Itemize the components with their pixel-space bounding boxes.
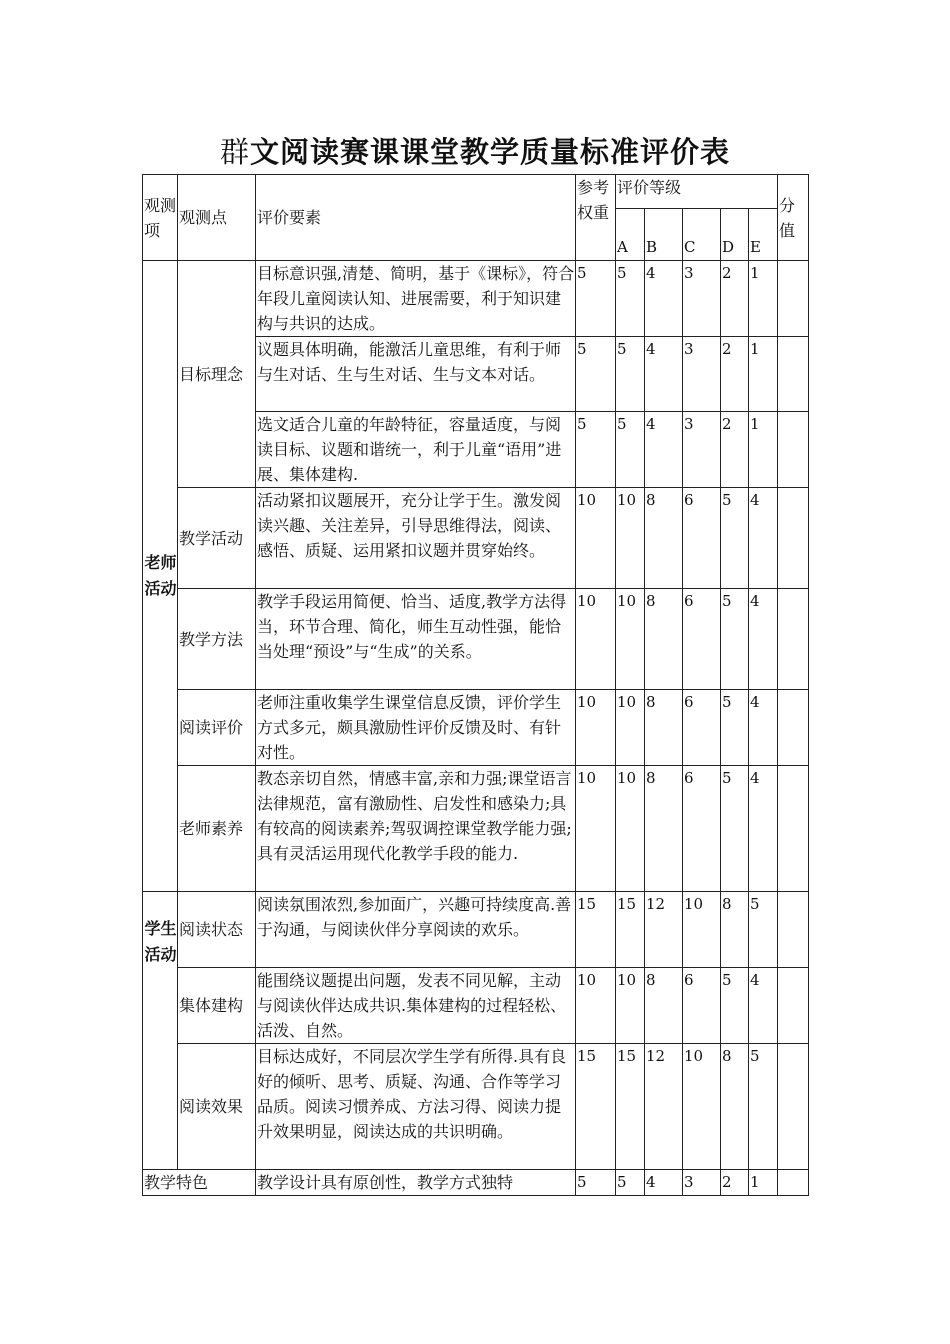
requirement-cell: 活动紧扣议题展开，充分让学于生。激发阅读兴趣、关注差异，引导思维得法，阅读、感悟、质疑、运用紧扣议题并贯穿始终。 <box>256 488 576 589</box>
grade-a-cell: 10 <box>616 766 645 892</box>
point-reading-evaluation: 阅读评价 <box>178 690 256 766</box>
score-cell[interactable] <box>778 690 809 766</box>
table-row <box>143 690 809 766</box>
grade-e-header: E <box>749 209 778 261</box>
grade-a-header: A <box>616 209 645 261</box>
grade-c-cell: 6 <box>683 766 721 892</box>
grade-c-cell: 10 <box>683 892 721 968</box>
header-weight: 参考权重 <box>576 175 616 261</box>
grade-e-cell: 4 <box>749 589 778 690</box>
score-cell[interactable] <box>778 337 809 412</box>
requirement-cell: 教态亲切自然，情感丰富,亲和力强;课堂语言法律规范，富有激励性、启发性和感染力;具有较高的阅读素养;驾驭调控课堂教学能力强;具有灵活运用现代化教学手段的能力. <box>256 766 576 892</box>
requirement-cell: 议题具体明确，能激活儿童思维，有利于师与生对话、生与生对话、生与文本对话。 <box>256 337 576 412</box>
weight-cell: 10 <box>576 690 616 766</box>
grade-c-header: C <box>683 209 721 261</box>
grade-e-cell: 4 <box>749 968 778 1044</box>
grade-e-cell: 1 <box>749 261 778 337</box>
score-cell[interactable] <box>778 412 809 488</box>
weight-cell: 10 <box>576 968 616 1044</box>
score-cell[interactable] <box>778 261 809 337</box>
header-observation-point: 观测点 <box>178 175 256 261</box>
grade-e-cell: 1 <box>749 1170 778 1196</box>
grade-a-cell: 5 <box>616 261 645 337</box>
point-activity: 教学活动 <box>178 488 256 589</box>
score-cell[interactable] <box>778 766 809 892</box>
grade-d-header: D <box>721 209 749 261</box>
header-row <box>143 175 809 209</box>
table-row <box>143 488 809 589</box>
weight-cell: 10 <box>576 589 616 690</box>
category-teacher: 老师活动 <box>143 261 178 892</box>
table-row <box>143 1044 809 1170</box>
score-cell[interactable] <box>778 1044 809 1170</box>
score-cell[interactable] <box>778 589 809 690</box>
grade-d-cell: 8 <box>721 892 749 968</box>
table-row <box>143 589 809 690</box>
grade-c-cell: 6 <box>683 488 721 589</box>
grade-b-cell: 8 <box>645 968 683 1044</box>
requirement-cell: 老师注重收集学生课堂信息反馈，评价学生方式多元，颇具激励性评价反馈及时、有针对性。 <box>256 690 576 766</box>
point-goal: 目标理念 <box>178 261 256 488</box>
grade-c-cell: 6 <box>683 690 721 766</box>
table-row <box>143 968 809 1044</box>
point-reading-state: 阅读状态 <box>178 892 256 968</box>
table-row <box>143 892 809 968</box>
weight-cell: 10 <box>576 766 616 892</box>
grade-a-cell: 5 <box>616 412 645 488</box>
grade-e-cell: 4 <box>749 488 778 589</box>
grade-e-cell: 4 <box>749 690 778 766</box>
grade-b-cell: 8 <box>645 589 683 690</box>
weight-cell: 5 <box>576 1170 616 1196</box>
score-cell[interactable] <box>778 968 809 1044</box>
point-reading-effect: 阅读效果 <box>178 1044 256 1170</box>
grade-b-cell: 12 <box>645 1044 683 1170</box>
grade-d-cell: 2 <box>721 337 749 412</box>
grade-a-cell: 15 <box>616 1044 645 1170</box>
grade-e-cell: 5 <box>749 1044 778 1170</box>
grade-d-cell: 2 <box>721 412 749 488</box>
grade-d-cell: 5 <box>721 589 749 690</box>
requirement-cell: 教学手段运用简便、恰当、适度,教学方法得当，环节合理、简化，师生互动性强，能恰当处理“预设”与“生成”的关系。 <box>256 589 576 690</box>
header-grade: 评价等级 <box>616 175 778 209</box>
grade-b-cell: 4 <box>645 261 683 337</box>
requirement-cell: 目标意识强,清楚、简明，基于《课标》，符合年段儿童阅读认知、进展需要，利于知识建构与共识的达成。 <box>256 261 576 337</box>
requirement-cell: 阅读氛围浓烈,参加面广，兴趣可持续度高.善于沟通，与阅读伙伴分享阅读的欢乐。 <box>256 892 576 968</box>
table-row <box>143 766 809 892</box>
grade-a-cell: 5 <box>616 1170 645 1196</box>
grade-e-cell: 1 <box>749 337 778 412</box>
grade-d-cell: 5 <box>721 488 749 589</box>
grade-c-cell: 3 <box>683 1170 721 1196</box>
header-score: 分值 <box>778 175 809 261</box>
point-collective-construction: 集体建构 <box>178 968 256 1044</box>
weight-cell: 15 <box>576 892 616 968</box>
weight-cell: 15 <box>576 1044 616 1170</box>
grade-a-cell: 10 <box>616 968 645 1044</box>
grade-a-cell: 10 <box>616 488 645 589</box>
grade-d-cell: 2 <box>721 1170 749 1196</box>
header-observation-item: 观测项 <box>143 175 178 261</box>
page-title <box>0 130 950 171</box>
grade-b-cell: 12 <box>645 892 683 968</box>
title-main: 文阅读赛课课堂教学质量标准评价表 <box>250 135 731 169</box>
grade-e-cell: 5 <box>749 892 778 968</box>
grade-a-cell: 10 <box>616 690 645 766</box>
requirement-cell: 能围绕议题提出问题，发表不同见解，主动与阅读伙伴达成共识.集体建构的过程轻松、活泼、自然。 <box>256 968 576 1044</box>
point-method: 教学方法 <box>178 589 256 690</box>
grade-a-cell: 10 <box>616 589 645 690</box>
grade-c-cell: 10 <box>683 1044 721 1170</box>
grade-e-cell: 1 <box>749 412 778 488</box>
grade-c-cell: 3 <box>683 412 721 488</box>
weight-cell: 10 <box>576 488 616 589</box>
title-prefix: 群 <box>219 135 250 169</box>
score-cell[interactable] <box>778 488 809 589</box>
grade-b-header: B <box>645 209 683 261</box>
point-teacher-quality: 老师素养 <box>178 766 256 892</box>
score-cell[interactable] <box>778 1170 809 1196</box>
requirement-cell: 教学设计具有原创性，教学方式独特 <box>256 1170 576 1196</box>
grade-d-cell: 5 <box>721 766 749 892</box>
grade-c-cell: 3 <box>683 261 721 337</box>
requirement-cell: 目标达成好，不同层次学生学有所得.具有良好的倾听、思考、质疑、沟通、合作等学习品质。阅读习惯养成、方法习得、阅读力提升效果明显，阅读达成的共识明确。 <box>256 1044 576 1170</box>
grade-e-cell: 4 <box>749 766 778 892</box>
grade-d-cell: 2 <box>721 261 749 337</box>
grade-c-cell: 6 <box>683 589 721 690</box>
table-row <box>143 261 809 337</box>
grade-b-cell: 4 <box>645 337 683 412</box>
score-cell[interactable] <box>778 892 809 968</box>
weight-cell: 5 <box>576 337 616 412</box>
weight-cell: 5 <box>576 412 616 488</box>
grade-b-cell: 4 <box>645 1170 683 1196</box>
grade-a-cell: 5 <box>616 337 645 412</box>
header-requirements: 评价要素 <box>256 175 576 261</box>
table-row <box>143 1170 809 1196</box>
evaluation-table <box>142 174 809 1196</box>
grade-b-cell: 8 <box>645 690 683 766</box>
weight-cell: 5 <box>576 261 616 337</box>
grade-c-cell: 6 <box>683 968 721 1044</box>
grade-a-cell: 15 <box>616 892 645 968</box>
grade-b-cell: 8 <box>645 766 683 892</box>
grade-b-cell: 4 <box>645 412 683 488</box>
grade-d-cell: 5 <box>721 968 749 1044</box>
grade-d-cell: 8 <box>721 1044 749 1170</box>
requirement-cell: 选文适合儿童的年龄特征，容量适度，与阅读目标、议题和谐统一，利于儿童“语用”进展、集体建构. <box>256 412 576 488</box>
category-student: 学生活动 <box>143 892 178 1170</box>
grade-d-cell: 5 <box>721 690 749 766</box>
grade-c-cell: 3 <box>683 337 721 412</box>
category-feature: 教学特色 <box>143 1170 256 1196</box>
grade-b-cell: 8 <box>645 488 683 589</box>
